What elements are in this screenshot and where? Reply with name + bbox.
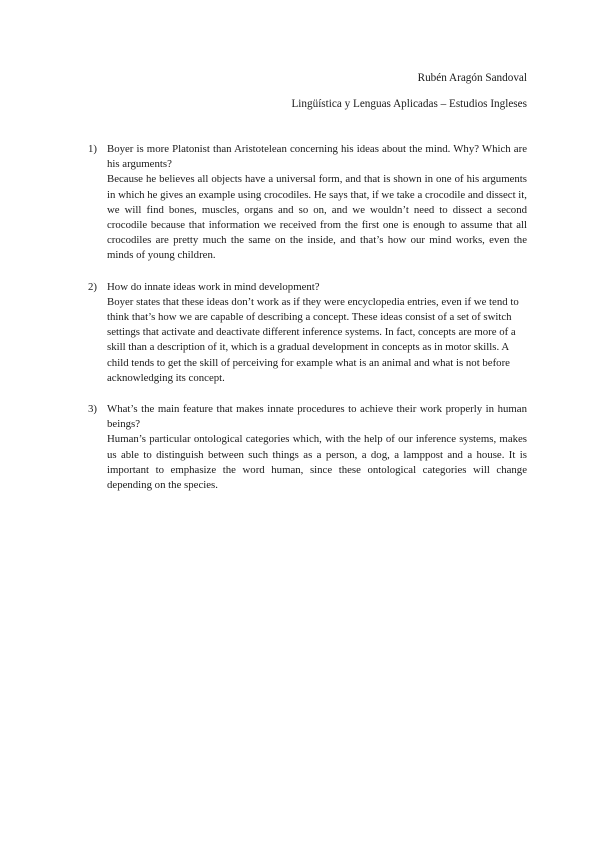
question-text: What’s the main feature that makes innate procedures to achieve their work properly in human beings? [107,403,527,431]
document-header [291,70,527,112]
question-text: How do innate ideas work in mind development? [107,280,320,293]
answer-text: Human’s particular ontological categories which, with the help of our inference systems, makes us able to distinguish between such things as a person, a dog, a lamppost and a house. It is important to emphasize the word human, since these ontological categories will change depending on the species. [107,433,527,492]
question-item-1 [88,142,527,264]
answer-text: Boyer states that these ideas don’t work as if they were encyclopedia entries, even if we tend to think that’s how we are capable of describing a concept. These ideas consist of a set of switch settings that activate and deactivate different inference systems. In fact, concepts are more of a skill than a description of it, which is a gradual development in concepts as in motor skills. A child tends to get the skill of perceiving for example what is an animal and what is not before acknowledging its concept. [107,295,519,384]
question-item-3 [88,402,527,493]
question-item-2 [88,280,527,386]
question-list [88,142,527,493]
course-name: Lingüística y Lenguas Aplicadas – Estudios Ingleses [291,98,527,110]
answer-text: Because he believes all objects have a universal form, and that is shown in one of his arguments in which he gives an example using crocodiles. He says that, if we take a crocodile and dissect it, we will find bones, muscles, organs and so on, and we wouldn’t need to dissect a second crocodile because that information we received from the first one is enough to assume that all crocodiles are pretty much the same on the inside, and that’s how our mind works, even the minds of young children. [107,173,527,262]
question-number: 2) [88,280,97,293]
author-name: Rubén Aragón Sandoval [417,72,527,84]
question-number: 3) [88,403,97,416]
question-text: Boyer is more Platonist than Aristotelean concerning his ideas about the mind. Why? Which are his arguments? [107,143,527,171]
question-number: 1) [88,143,97,155]
